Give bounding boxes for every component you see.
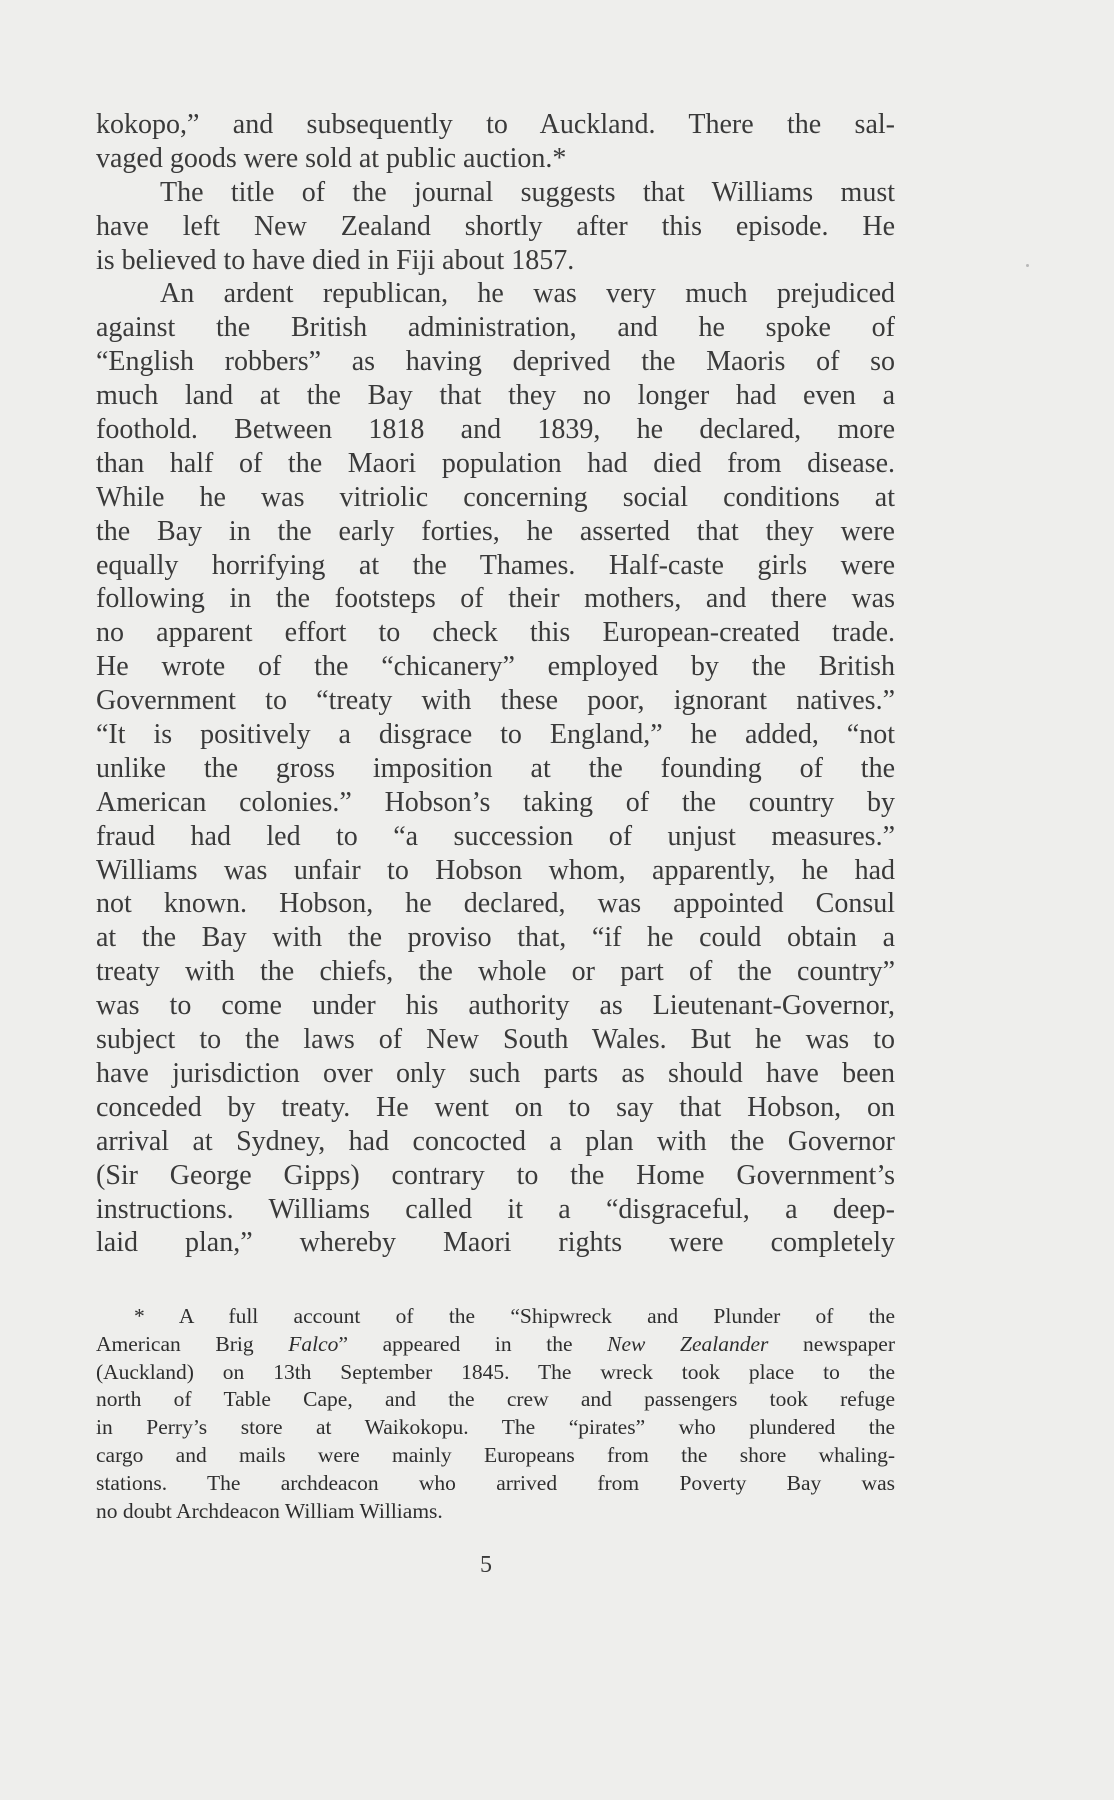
body-line: following in the footsteps of their mothers, and there was bbox=[96, 583, 895, 615]
body-line: subject to the laws of New South Wales. But he was to bbox=[96, 1024, 895, 1056]
footnote-line bbox=[96, 1442, 895, 1470]
body-line: was to come under his authority as Lieutenant-Governor, bbox=[96, 990, 895, 1022]
footnote-line bbox=[96, 1359, 895, 1387]
body-line: the Bay in the early forties, he asserted that they were bbox=[96, 515, 895, 547]
footnote-italic-text: Falco bbox=[288, 1331, 339, 1356]
body-line: is believed to have died in Fiji about 1857. bbox=[96, 244, 575, 276]
body-line: equally horrifying at the Thames. Half-caste girls were bbox=[96, 549, 895, 581]
footnote-line bbox=[96, 1386, 895, 1414]
footnote-line bbox=[96, 1414, 895, 1442]
body-line: (Sir George Gipps) contrary to the Home Government’s bbox=[96, 1159, 895, 1191]
footnote-line bbox=[96, 1331, 895, 1359]
body-line: Government to “treaty with these poor, ignorant natives.” bbox=[96, 685, 895, 717]
body-line: fraud had led to “a succession of unjust measures.” bbox=[96, 820, 895, 852]
footnote-text: stations. The archdeacon who arrived from Poverty Bay was bbox=[96, 1470, 895, 1495]
body-line: have jurisdiction over only such parts as should have been bbox=[96, 1057, 895, 1089]
footnote-text: American Brig bbox=[96, 1331, 289, 1356]
body-line: vaged goods were sold at public auction.* bbox=[96, 142, 567, 174]
footnote-text: in Perry’s store at Waikokopu. The “pirates” who plundered the bbox=[96, 1415, 895, 1440]
body-line: foothold. Between 1818 and 1839, he declared, more bbox=[96, 414, 895, 446]
body-line: much land at the Bay that they no longer had even a bbox=[96, 380, 895, 412]
body-line: against the British administration, and he spoke of bbox=[96, 312, 895, 344]
body-line: arrival at Sydney, had concocted a plan with the Governor bbox=[96, 1125, 895, 1157]
body-line: instructions. Williams called it a “disgraceful, a deep- bbox=[96, 1193, 895, 1225]
body-line: The title of the journal suggests that Williams must bbox=[160, 176, 895, 208]
body-line: laid plan,” whereby Maori rights were completely bbox=[96, 1227, 895, 1259]
body-line: “It is positively a disgrace to England,” he added, “not bbox=[96, 719, 895, 751]
body-line: An ardent republican, he was very much prejudiced bbox=[160, 278, 895, 310]
footnote-line bbox=[96, 1303, 895, 1331]
page-number: 5 bbox=[480, 1552, 492, 1578]
body-text bbox=[96, 108, 895, 1260]
footnote-italic-text: New Zealander bbox=[607, 1331, 769, 1356]
footnote-text: north of Table Cape, and the crew and passengers took refuge bbox=[96, 1387, 895, 1412]
body-line: at the Bay with the proviso that, “if he could obtain a bbox=[96, 922, 895, 954]
footnote-text: (Auckland) on 13th September 1845. The wreck took place to the bbox=[96, 1359, 895, 1384]
footnote bbox=[96, 1303, 895, 1525]
body-line: While he was vitriolic concerning social conditions at bbox=[96, 481, 895, 513]
footnote-text: ” appeared in the bbox=[338, 1331, 608, 1356]
footnote-text: cargo and mails were mainly Europeans from the shore whaling- bbox=[96, 1442, 895, 1467]
footnote-text: no doubt Archdeacon William Williams. bbox=[96, 1498, 443, 1523]
body-line: Williams was unfair to Hobson whom, apparently, he had bbox=[96, 854, 895, 886]
footnote-line bbox=[96, 1470, 895, 1498]
body-line: conceded by treaty. He went on to say that Hobson, on bbox=[96, 1091, 895, 1123]
body-line: treaty with the chiefs, the whole or part of the country” bbox=[96, 956, 895, 988]
body-line: American colonies.” Hobson’s taking of the country by bbox=[96, 786, 895, 818]
footnote-text: newspaper bbox=[768, 1331, 895, 1356]
page-body bbox=[96, 108, 895, 1260]
paper-speck bbox=[1026, 264, 1029, 267]
body-line: not known. Hobson, he declared, was appointed Consul bbox=[96, 888, 895, 920]
body-line: unlike the gross imposition at the founding of the bbox=[96, 752, 895, 784]
body-line: than half of the Maori population had died from disease. bbox=[96, 447, 895, 479]
footnote-line bbox=[96, 1498, 895, 1526]
body-line: He wrote of the “chicanery” employed by the British bbox=[96, 651, 895, 683]
footnote-text: * A full account of the “Shipwreck and Plunder of the bbox=[134, 1304, 895, 1328]
body-line: have left New Zealand shortly after this episode. He bbox=[96, 210, 895, 242]
body-line: kokopo,” and subsequently to Auckland. There the sal- bbox=[96, 109, 895, 140]
body-line: no apparent effort to check this European-created trade. bbox=[96, 617, 895, 649]
body-line: “English robbers” as having deprived the Maoris of so bbox=[96, 346, 895, 378]
